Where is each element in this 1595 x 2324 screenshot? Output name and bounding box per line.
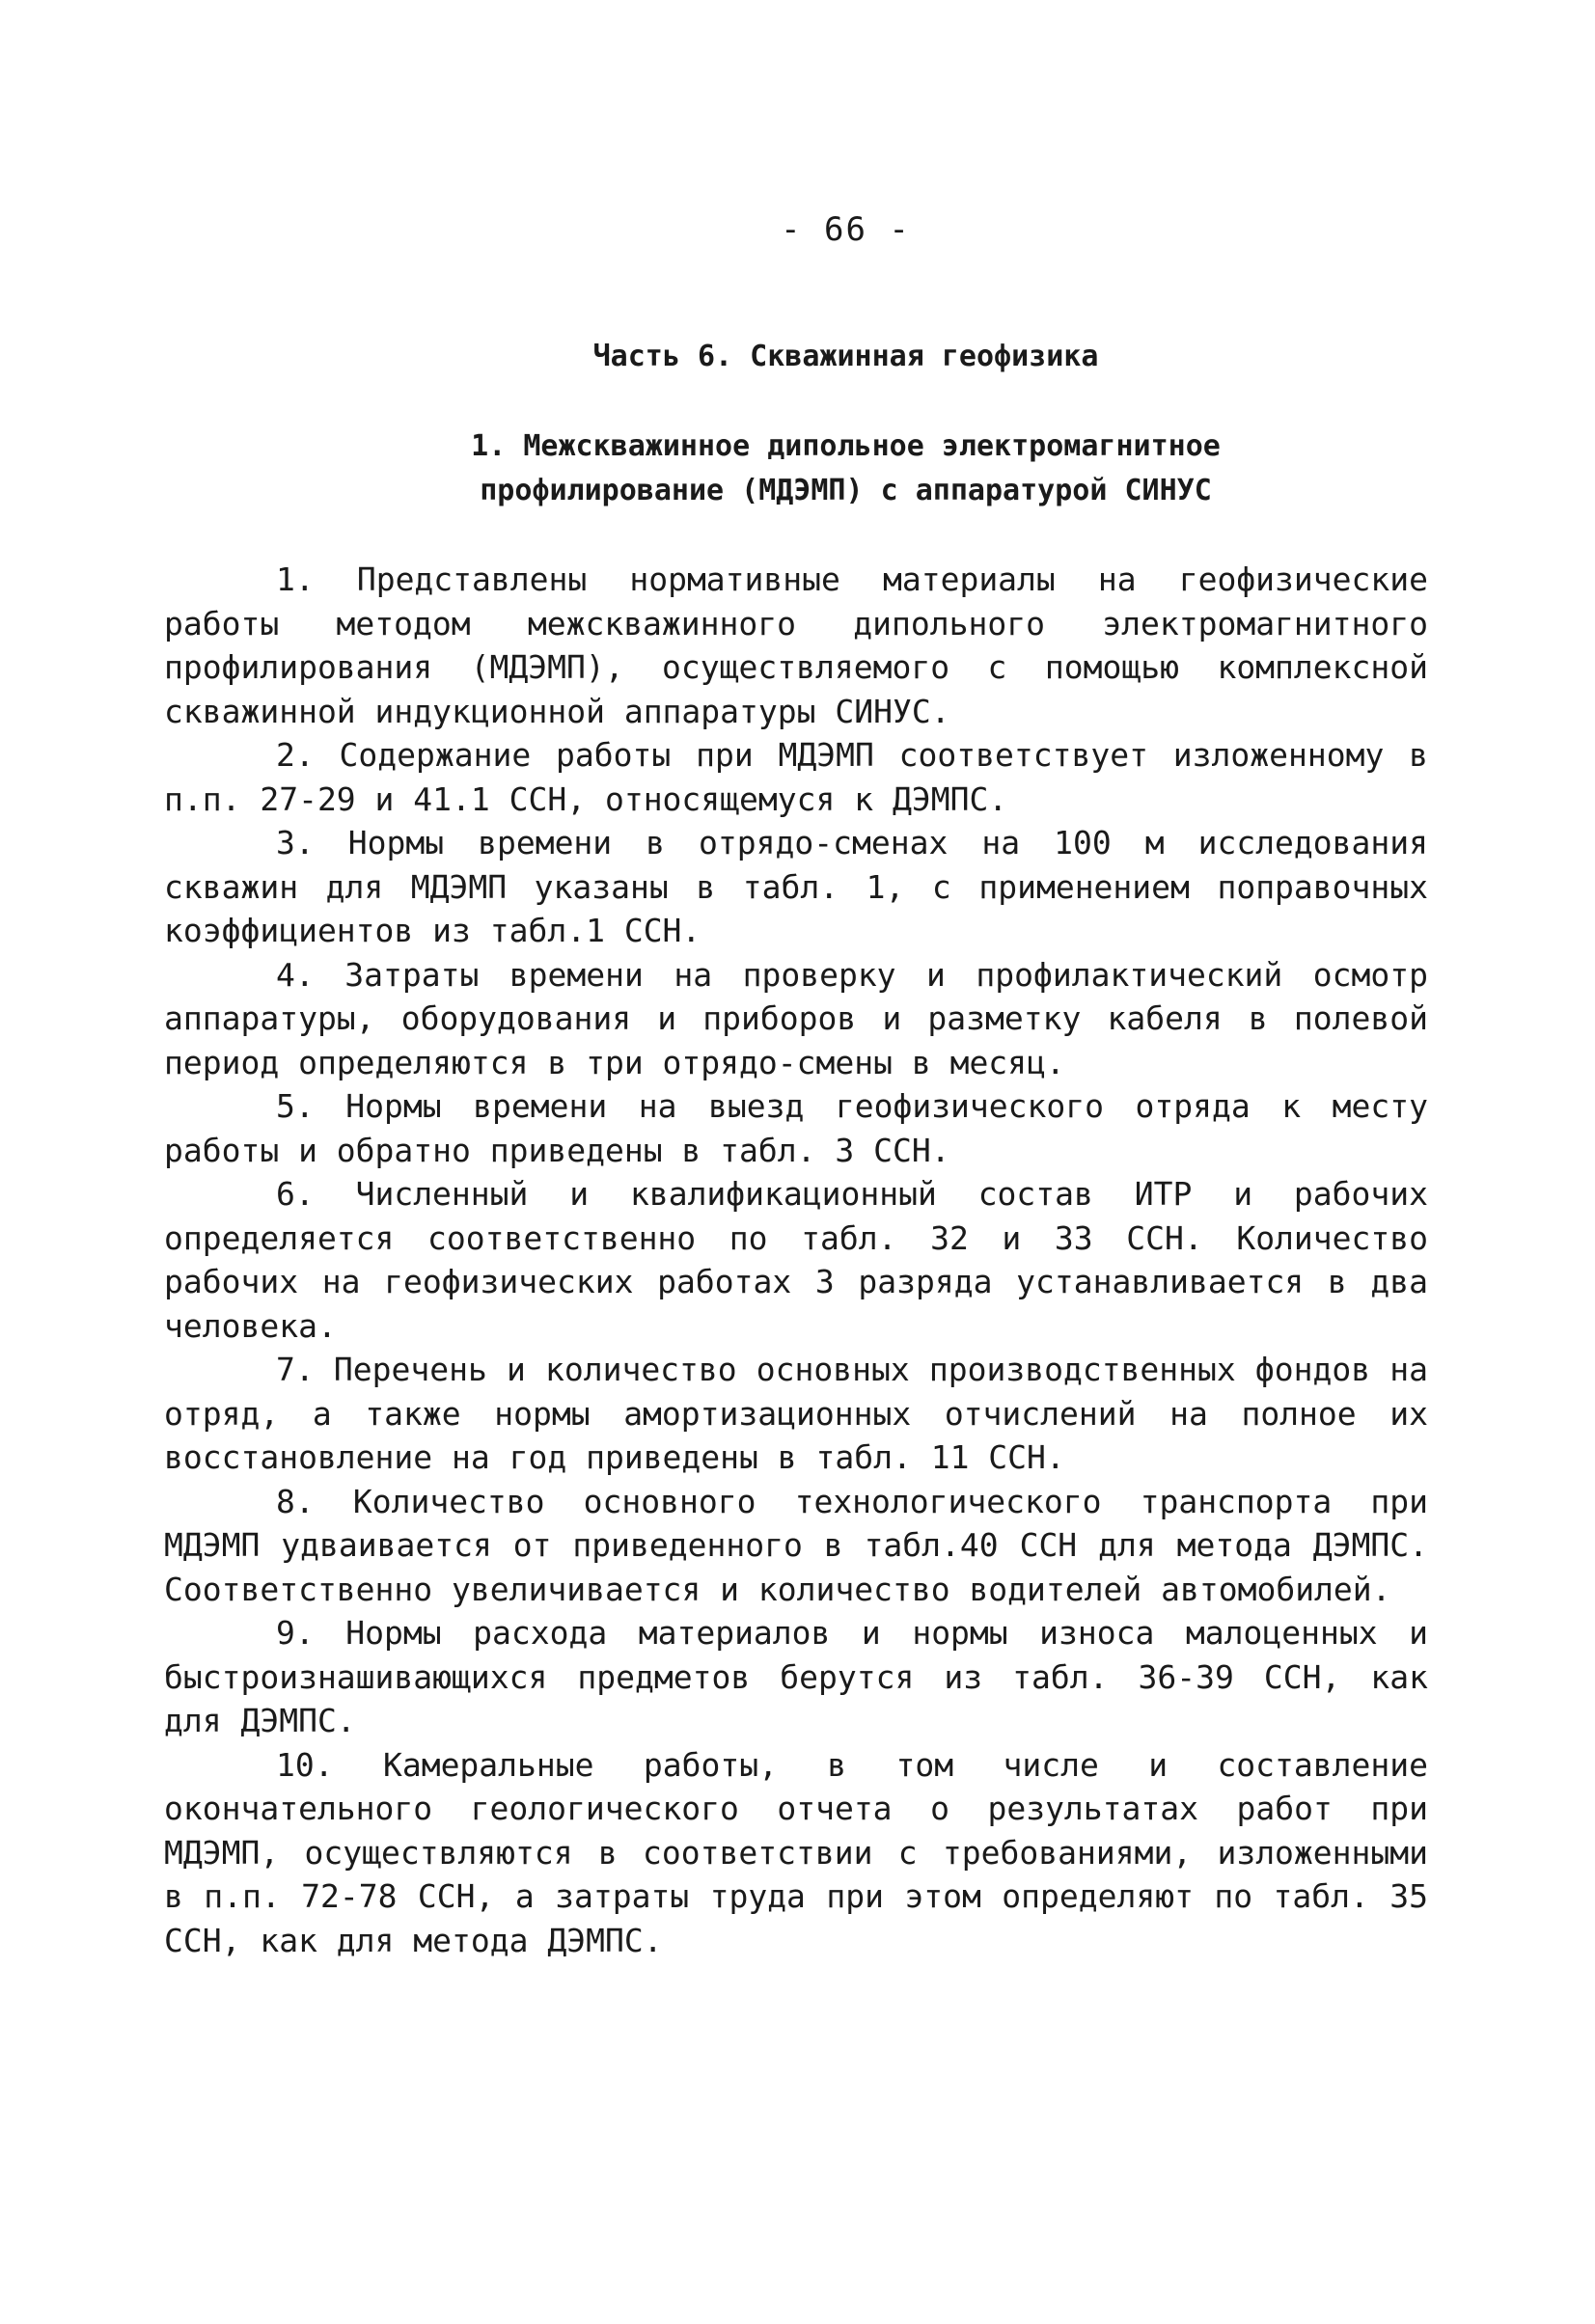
paragraph-8: 8. Количество основного технологического транспорта при МДЭМП удваивается от приведенного в табл.40 ССН для метода ДЭМПС. Соответственно увеличивается и количество водителей автомобилей.: [164, 1482, 1428, 1608]
section-title-line-2: профилирование (МДЭМП) с аппаратурой СИНУС: [480, 474, 1212, 507]
paragraph-9: 9. Нормы расхода материалов и нормы износа малоценных и быстроизнашивающихся предметов берутся из табл. 36-39 ССН, как для ДЭМПС.: [164, 1614, 1428, 1739]
part-title: Часть 6. Скважинная геофизика: [592, 340, 1099, 373]
section-title: [0, 424, 1595, 513]
paragraph-3: 3. Нормы времени в отрядо-сменах на 100 м исследования скважин для МДЭМП указаны в табл. 1, с применением поправочных коэффициентов из табл.1 ССН.: [164, 824, 1428, 949]
paragraph-6: 6. Численный и квалификационный состав ИТР и рабочих определяется соответственно по табл. 32 и 33 ССН. Количество рабочих на геофизических работах 3 разряда устанавливается в два человека.: [164, 1175, 1428, 1345]
paragraph-1: 1. Представлены нормативные материалы на геофизические работы методом межскважинного дипольного электромагнитного профилирования (МДЭМП), осуществляемого с помощью комплексной скважинной индукционной аппаратуры СИНУС.: [164, 560, 1428, 730]
section-title-line-1: 1. Межскважинное дипольное электромагнитное: [471, 429, 1221, 463]
paragraph-7: 7. Перечень и количество основных производственных фондов на отряд, а также нормы амортизационных отчислений на полное их восстановление на год приведены в табл. 11 ССН.: [164, 1351, 1428, 1476]
paragraph-5: 5. Нормы времени на выезд геофизического отряда к месту работы и обратно приведены в табл. 3 ССН.: [164, 1087, 1428, 1169]
paragraph-2: 2. Содержание работы при МДЭМП соответствует изложенному в п.п. 27-29 и 41.1 ССН, относящемуся к ДЭМПС.: [164, 736, 1428, 818]
paragraph-10: 10. Камеральные работы, в том числе и составление окончательного геологического отчета о результатах работ при МДЭМП, осуществляются в соответствии с требованиями, изложенными в п.п. 72-78 ССН, а затраты труда при этом определяют по табл. 35 ССН, как для метода ДЭМПС.: [164, 1745, 1428, 1959]
body-text: [164, 558, 1428, 1962]
paragraph-4: 4. Затраты времени на проверку и профилактический осмотр аппаратуры, оборудования и приборов и разметку кабеля в полевой период определяются в три отрядо-смены в месяц.: [164, 955, 1428, 1081]
page-number: - 66 -: [781, 210, 911, 249]
